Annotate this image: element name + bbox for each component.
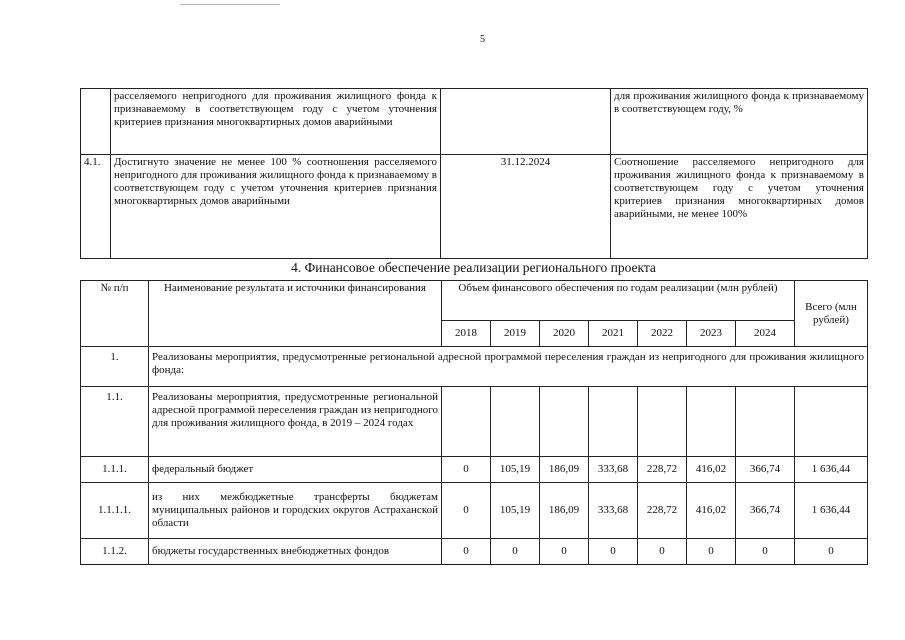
value-cell [540, 387, 589, 457]
result-name: расселяемого непригодного для проживания жилищного фонда к признаваемому в соответствующем году с учетом уточнения критериев признания многоквартирных домов аварийными [111, 89, 441, 155]
row-name: федеральный бюджет [149, 457, 442, 483]
table-row [81, 539, 868, 565]
value-cell: 105,19 [491, 457, 540, 483]
value-cell [795, 387, 868, 457]
year-cell: 2019 [491, 321, 540, 347]
value-cell: 1 636,44 [795, 483, 868, 539]
year-cell: 2020 [540, 321, 589, 347]
year-cell: 2024 [736, 321, 795, 347]
value-cell: 0 [589, 539, 638, 565]
row-number: 1. [81, 347, 149, 387]
table-row [81, 483, 868, 539]
results-table [80, 88, 868, 259]
row-text: Реализованы мероприятия, предусмотренные региональной адресной программой переселения граждан из непригодного для проживания жилищного фонда: [149, 347, 868, 387]
value-cell: 0 [540, 539, 589, 565]
row-number: 1.1.1.1. [81, 483, 149, 539]
year-cell: 2023 [687, 321, 736, 347]
value-cell: 228,72 [638, 457, 687, 483]
value-cell: 0 [638, 539, 687, 565]
row-number [81, 89, 111, 155]
value-cell [687, 387, 736, 457]
header-total: Всего (млн рублей) [795, 281, 868, 347]
value-cell: 0 [736, 539, 795, 565]
value-cell: 333,68 [589, 483, 638, 539]
value-cell: 228,72 [638, 483, 687, 539]
header-rule [180, 4, 280, 5]
value-cell: 0 [795, 539, 868, 565]
row-number: 1.1.1. [81, 457, 149, 483]
finance-table [80, 280, 868, 565]
row-number: 1.1. [81, 387, 149, 457]
result-name: Достигнуто значение не менее 100 % соотношения расселяемого непригодного для проживания жилищного фонда к признаваемому в соответствующем году с учетом уточнения критериев признания многоквартирных домов аварийными [111, 155, 441, 259]
value-cell: 186,09 [540, 457, 589, 483]
value-cell [736, 387, 795, 457]
header-row [81, 281, 868, 321]
table-row [81, 387, 868, 457]
result-date [441, 89, 611, 155]
row-name: Реализованы мероприятия, предусмотренные региональной адресной программой переселения граждан из непригодного для проживания жилищного фонда, в 2019 – 2024 годах [149, 387, 442, 457]
table-row [81, 457, 868, 483]
header-volume: Объем финансового обеспечения по годам реализации (млн рублей) [442, 281, 795, 321]
value-cell: 366,74 [736, 483, 795, 539]
table-row [81, 155, 868, 259]
year-cell: 2021 [589, 321, 638, 347]
row-name: бюджеты государственных внебюджетных фондов [149, 539, 442, 565]
result-indicator: Соотношение расселяемого непригодного для проживания жилищного фонда к признаваемому в соответствующем году с учетом уточнения критериев признания многоквартирных домов аварийными, не менее 100% [611, 155, 868, 259]
value-cell: 416,02 [687, 483, 736, 539]
header-num: № п/п [81, 281, 149, 347]
year-cell: 2018 [442, 321, 491, 347]
value-cell [589, 387, 638, 457]
row-number: 1.1.2. [81, 539, 149, 565]
header-name: Наименование результата и источники финансирования [149, 281, 442, 347]
value-cell: 1 636,44 [795, 457, 868, 483]
page-number: 5 [480, 34, 485, 45]
value-cell: 0 [442, 483, 491, 539]
value-cell: 416,02 [687, 457, 736, 483]
row-name: из них межбюджетные трансферты бюджетам муниципальных районов и городских округов Астраханской области [149, 483, 442, 539]
value-cell [638, 387, 687, 457]
value-cell: 0 [442, 539, 491, 565]
result-indicator: для проживания жилищного фонда к признаваемому в соответствующем году, % [611, 89, 868, 155]
value-cell: 0 [687, 539, 736, 565]
section-title: 4. Финансовое обеспечение реализации регионального проекта [291, 260, 656, 275]
value-cell [442, 387, 491, 457]
result-date: 31.12.2024 [441, 155, 611, 259]
value-cell [491, 387, 540, 457]
row-number: 4.1. [81, 155, 111, 259]
value-cell: 366,74 [736, 457, 795, 483]
value-cell: 186,09 [540, 483, 589, 539]
value-cell: 333,68 [589, 457, 638, 483]
value-cell: 0 [491, 539, 540, 565]
value-cell: 0 [442, 457, 491, 483]
year-cell: 2022 [638, 321, 687, 347]
value-cell: 105,19 [491, 483, 540, 539]
table-row [81, 347, 868, 387]
table-row [81, 89, 868, 155]
